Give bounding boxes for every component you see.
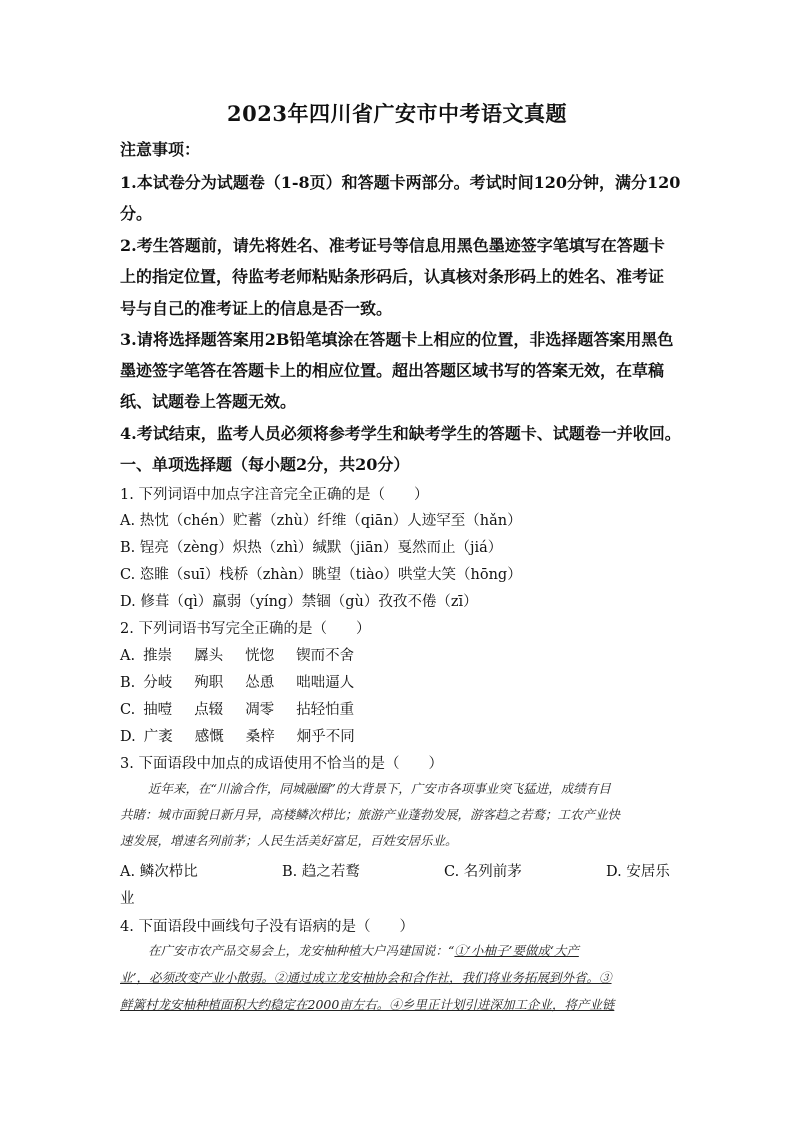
question-4-passage-line bbox=[120, 995, 680, 1013]
option-label: B. bbox=[120, 675, 136, 691]
passage-text: 在广安市农产品交易会上，龙安柚种植大户冯建国说：“ bbox=[148, 943, 455, 958]
underlined-sentence: ①‘小柚子’要做成‘大产 bbox=[454, 943, 579, 958]
question-2-stem: 2. 下列词语书写完全正确的是（ ） bbox=[120, 621, 371, 637]
option-word: 感慨 bbox=[194, 729, 224, 745]
question-3-passage-line: 速发展，增速名列前茅；人民生活美好富足，百姓安居乐业。 bbox=[120, 833, 458, 848]
question-1-stem: 1. 下列词语中加点字注音完全正确的是（ ） bbox=[120, 487, 429, 503]
notes-line: 3.请将选择题答案用2B铅笔填涂在答题卡上相应的位置，非选择题答案用黑色 bbox=[120, 330, 674, 349]
option-label: D. bbox=[120, 729, 136, 745]
option-word: 凋零 bbox=[245, 702, 275, 718]
question-2-option-b bbox=[120, 671, 680, 692]
question-4-stem: 4. 下面语段中画线句子没有语病的是（ ） bbox=[120, 919, 414, 935]
notes-line: 墨迹签字笔答在答题卡上的相应位置。超出答题区域书写的答案无效，在草稿 bbox=[120, 361, 665, 380]
underlined-sentence: 鲜篱村龙安柚种植面积大约稳定在2000亩左右。④乡里正计划引进深加工企业，将产业链 bbox=[120, 997, 615, 1012]
question-3-option-wrap: 业 bbox=[120, 891, 135, 907]
question-1-option-d: D. 修葺（qì）羸弱（yíng）禁锢（gù）孜孜不倦（zī） bbox=[120, 594, 478, 610]
notes-line: 号与自己的准考证上的信息是否一致。 bbox=[120, 299, 393, 318]
option-word: 锲而不舍 bbox=[296, 648, 355, 664]
question-3-options bbox=[120, 860, 680, 881]
notes-heading: 注意事项： bbox=[120, 140, 201, 159]
underlined-sentence: ②通过成立龙安柚协会和合作社，我们将业务拓展到外省。 bbox=[273, 970, 599, 985]
option-word: 拈轻怕重 bbox=[296, 702, 355, 718]
question-4-passage-line bbox=[148, 941, 678, 959]
question-3-option-d: D. 安居乐 bbox=[606, 864, 670, 880]
question-3-passage-line: 近年来，在“川渝合作，同城融圈”的大背景下，广安市各项事业突飞猛进，成绩有目 bbox=[148, 781, 611, 796]
notes-line: 分。 bbox=[120, 204, 153, 223]
question-3-option-a: A. 鳞次栉比 bbox=[120, 864, 198, 880]
option-word: 广袤 bbox=[143, 729, 173, 745]
page-title: 2023年四川省广安市中考语文真题 bbox=[227, 101, 567, 126]
question-2-option-d bbox=[120, 725, 680, 746]
question-1-option-c: C. 恣睢（suī）栈桥（zhàn）眺望（tiào）哄堂大笑（hōng） bbox=[120, 567, 522, 583]
question-3-passage-line: 共睹：城市面貌日新月异，高楼鳞次栉比；旅游产业蓬勃发展，游客趋之若鹜；工农产业快 bbox=[120, 807, 621, 822]
option-word: 羼头 bbox=[194, 648, 224, 664]
question-2-option-c bbox=[120, 698, 680, 719]
option-word: 咄咄逼人 bbox=[296, 675, 355, 691]
section-heading: 一、单项选择题（每小题2分，共20分） bbox=[120, 455, 410, 474]
option-word: 抽噎 bbox=[143, 702, 173, 718]
notes-line: 纸、试题卷上答题无效。 bbox=[120, 392, 297, 411]
notes-line: 4.考试结束，监考人员必须将参考学生和缺考学生的答题卡、试题卷一并收回。 bbox=[120, 424, 681, 443]
option-word: 殉职 bbox=[194, 675, 224, 691]
option-label: A. bbox=[120, 648, 136, 664]
underlined-sentence: ③ bbox=[599, 970, 612, 985]
question-1-option-b: B. 锃亮（zèng）炽热（zhì）缄默（jiān）戛然而止（jiá） bbox=[120, 540, 503, 556]
notes-line: 1.本试卷分为试题卷（1-8页）和答题卡两部分。考试时间120分钟，满分120 bbox=[120, 173, 681, 192]
question-2-option-a bbox=[120, 644, 680, 665]
underlined-sentence: 业’，必须改变产业小散弱。 bbox=[120, 970, 274, 985]
question-3-stem: 3. 下面语段中加点的成语使用不恰当的是（ ） bbox=[120, 756, 443, 772]
question-3-option-b: B. 趋之若鹜 bbox=[282, 864, 360, 880]
option-word: 分岐 bbox=[143, 675, 173, 691]
notes-line: 2.考生答题前，请先将姓名、准考证号等信息用黑色墨迹签字笔填写在答题卡 bbox=[120, 236, 665, 255]
option-word: 炯乎不同 bbox=[296, 729, 355, 745]
notes-line: 上的指定位置，待监考老师粘贴条形码后，认真核对条形码上的姓名、准考证 bbox=[120, 267, 665, 286]
option-word: 怂恿 bbox=[245, 675, 275, 691]
question-3-option-c: C. 名列前茅 bbox=[444, 864, 522, 880]
option-word: 推崇 bbox=[143, 648, 173, 664]
option-label: C. bbox=[120, 702, 136, 718]
question-1-option-a: A. 热忱（chén）贮蓄（zhù）纤维（qiān）人迹罕至（hǎn） bbox=[120, 513, 522, 529]
option-word: 恍惚 bbox=[245, 648, 275, 664]
question-4-passage-line bbox=[120, 968, 680, 986]
option-word: 桑梓 bbox=[245, 729, 275, 745]
option-word: 点辍 bbox=[194, 702, 224, 718]
